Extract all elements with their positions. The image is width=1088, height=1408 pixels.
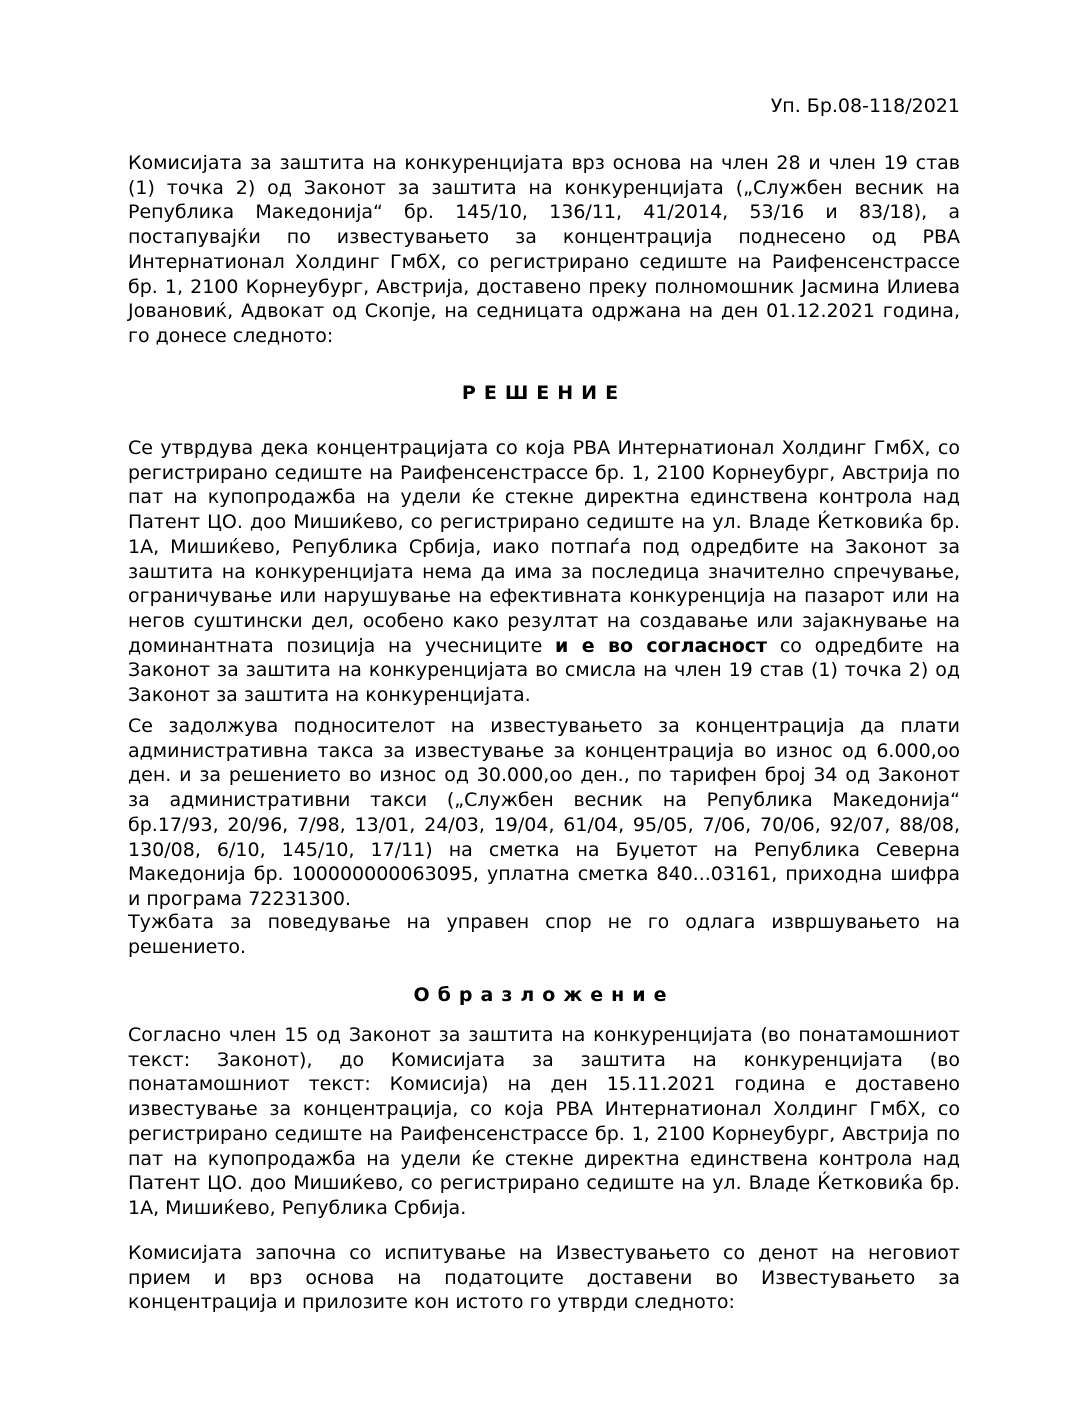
reasoning-paragraph-1: Согласно член 15 од Законот за заштита на конкуренцијата (во понатамошниот текст: Законот), до Комисијата за заштита на конкуренцијата (во понатамошниот текст: Комисија) на ден 15.11.2021 година е доставено известување за концентрација, со која РВА Интернатионал Холдинг ГмбХ, со регистрирано седиште на Раифенсенстрассе бр. 1, 2100 Корнеубург, Австрија по пат на купопродажба на удели ќе стекне директна единствена контрола над Патент ЦО. доо Мишиќево, со регистрирано седиште на ул. Владе Ќетковиќа бр. 1А, Мишиќево, Република Србија. [128,1024,960,1219]
fee-paragraph: Се задолжува подносителот на известувањето за концентрација да плати административна такса за известување за концентрација во износ од 6.000,оо ден. и за решението во износ од 30.000,оо ден., по тарифен број 34 од Законот за административни такси („Службен весник на Република Македонија“ бр.17/93, 20/96, 7/98, 13/01, 24/03, 19/04, 61/04, 95/05, 7/06, 70/06, 92/07, 88/08, 130/08, 6/10, 145/10, 17/11) на сметка на Буџетот на Република Северна Македонија бр. 100000000063095, уплатна сметка 840...03161, приходна шифра и програма 72231300. [128,715,960,910]
reasoning-paragraph-2: Комисијата започна со испитување на Известувањето со денот на неговиот прием и врз основа на податоците доставени во Известувањето за концентрација и прилозите кон истото го утврди следното: [128,1242,960,1314]
intro-paragraph: Комисијата за заштита на конкуренцијата врз основа на член 28 и член 19 став (1) точка 2) од Законот за заштита на конкуренцијата („Службен весник на Република Македонија“ бр. 145/10, 136/11, 41/2014, 53/16 и 83/18), а постапувајќи по известувањето за концентрација поднесено од РВА Интернатионал Холдинг ГмбХ, со регистрирано седиште на Раифенсенстрассе бр. 1, 2100 Корнеубург, Австрија, доставено преку полномошник Јасмина Илиева Јовановиќ, Адвокат од Скопје, на седницата одржана на ден 01.12.2021 година, го донесе следното: [128,152,960,347]
decision-paragraph [128,436,960,708]
decision-heading: РЕШЕНИЕ [461,382,627,404]
reasoning-heading: Образложение [413,984,675,1006]
decision-text-bold: и е во согласност [555,634,768,657]
lawsuit-paragraph: Тужбата за поведување на управен спор не го одлага извршувањето на решението. [128,911,960,958]
reference-number: Уп. Бр.08-118/2021 [770,95,960,117]
decision-text-part1: Се утврдува дека концентрацијата со која РВА Интернатионал Холдинг ГмбХ, со регистрирано седиште на Раифенсенстрассе бр. 1, 2100 Корнеубург, Австрија по пат на купопродажба на удели ќе стекне директна единствена контрола над Патент ЦО. доо Мишиќево, со регистрирано седиште на ул. Владе Ќетковиќа бр. 1А, Мишиќево, Република Србија, иако потпаѓа под одредбите на Законот за заштита на конкуренцијата нема да има за последица значително спречување, ограничување или нарушување на ефективната конкуренција на пазарот или на негов суштински дел, особено како резултат на создавање или зајакнување на доминантната позиција на учесниците [128,437,960,657]
decision-text-part2: со одредбите на Законот за заштита на конкуренцијата во смисла на член 19 став (1) точка 2) од Законот за заштита на конкуренцијата. [128,634,960,707]
document-page [128,0,960,1408]
